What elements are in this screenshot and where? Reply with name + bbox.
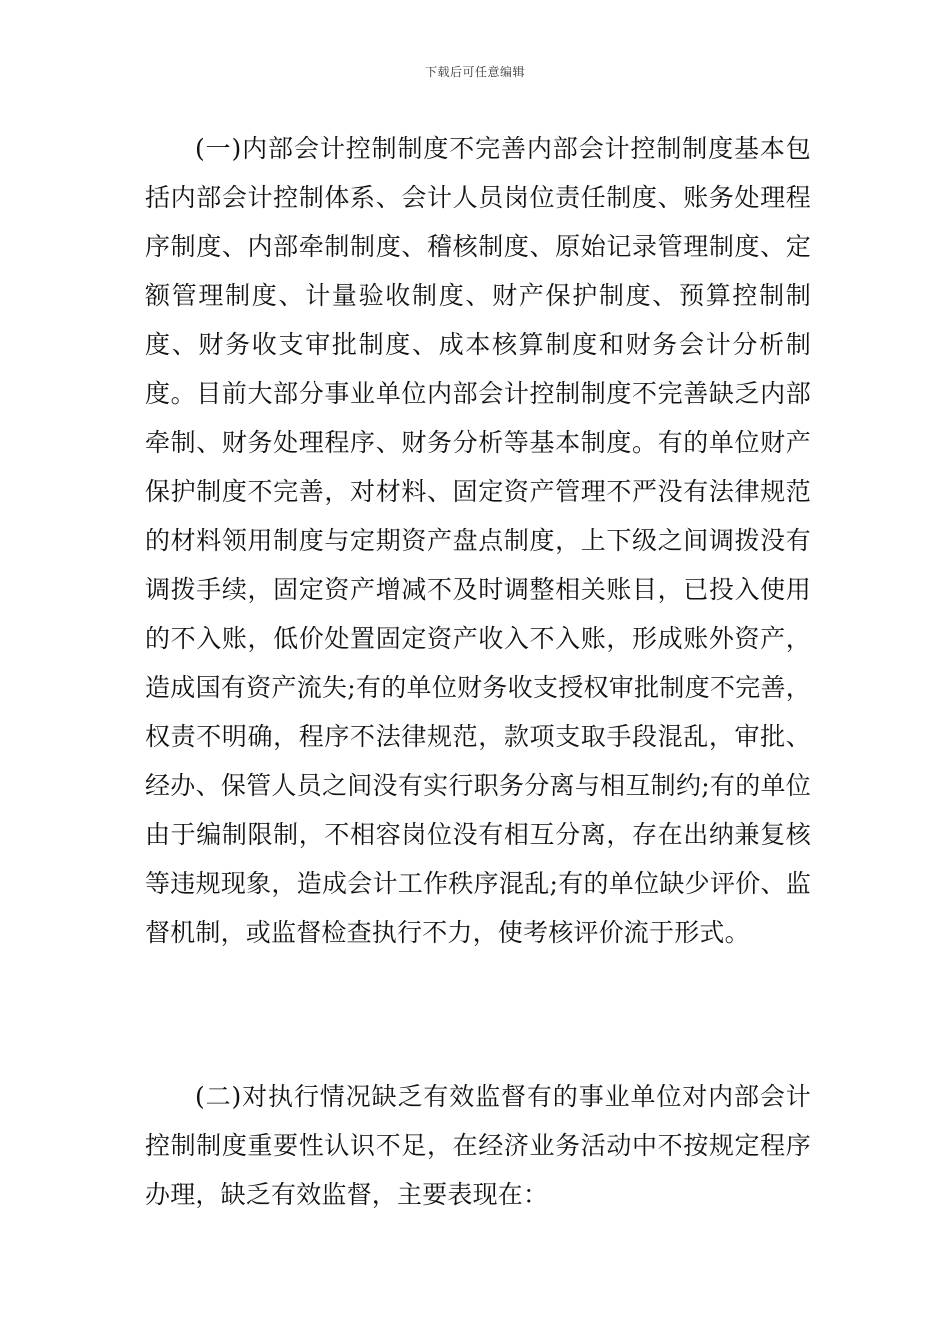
- paragraph-1-container: [145, 124, 811, 957]
- page-header-note: 下载后可任意编辑: [424, 65, 525, 79]
- paragraph-2-container: [145, 1072, 811, 1219]
- paragraph-1: (一)内部会计控制制度不完善内部会计控制制度基本包括内部会计控制体系、会计人员岗位责任制度、账务处理程序制度、内部牵制制度、稽核制度、原始记录管理制度、定额管理制度、计量验收制度、财产保护制度、预算控制制度、财务收支审批制度、成本核算制度和财务会计分析制度。目前大部分事业单位内部会计控制制度不完善缺乏内部牵制、财务处理程序、财务分析等基本制度。有的单位财产保护制度不完善，对材料、固定资产管理不严没有法律规范的材料领用制度与定期资产盘点制度，上下级之间调拨没有调拨手续，固定资产增减不及时调整相关账目，已投入使用的不入账，低价处置固定资产收入不入账，形成账外资产，造成国有资产流失;有的单位财务收支授权审批制度不完善，权责不明确，程序不法律规范，款项支取手段混乱，审批、经办、保管人员之间没有实行职务分离与相互制约;有的单位由于编制限制，不相容岗位没有相互分离，存在出纳兼复核等违规现象，造成会计工作秩序混乱;有的单位缺少评价、监督机制，或监督检查执行不力，使考核评价流于形式。: [145, 134, 811, 947]
- paragraph-2: (二)对执行情况缺乏有效监督有的事业单位对内部会计控制制度重要性认识不足，在经济业务活动中不按规定程序办理，缺乏有效监督，主要表现在：: [145, 1082, 811, 1209]
